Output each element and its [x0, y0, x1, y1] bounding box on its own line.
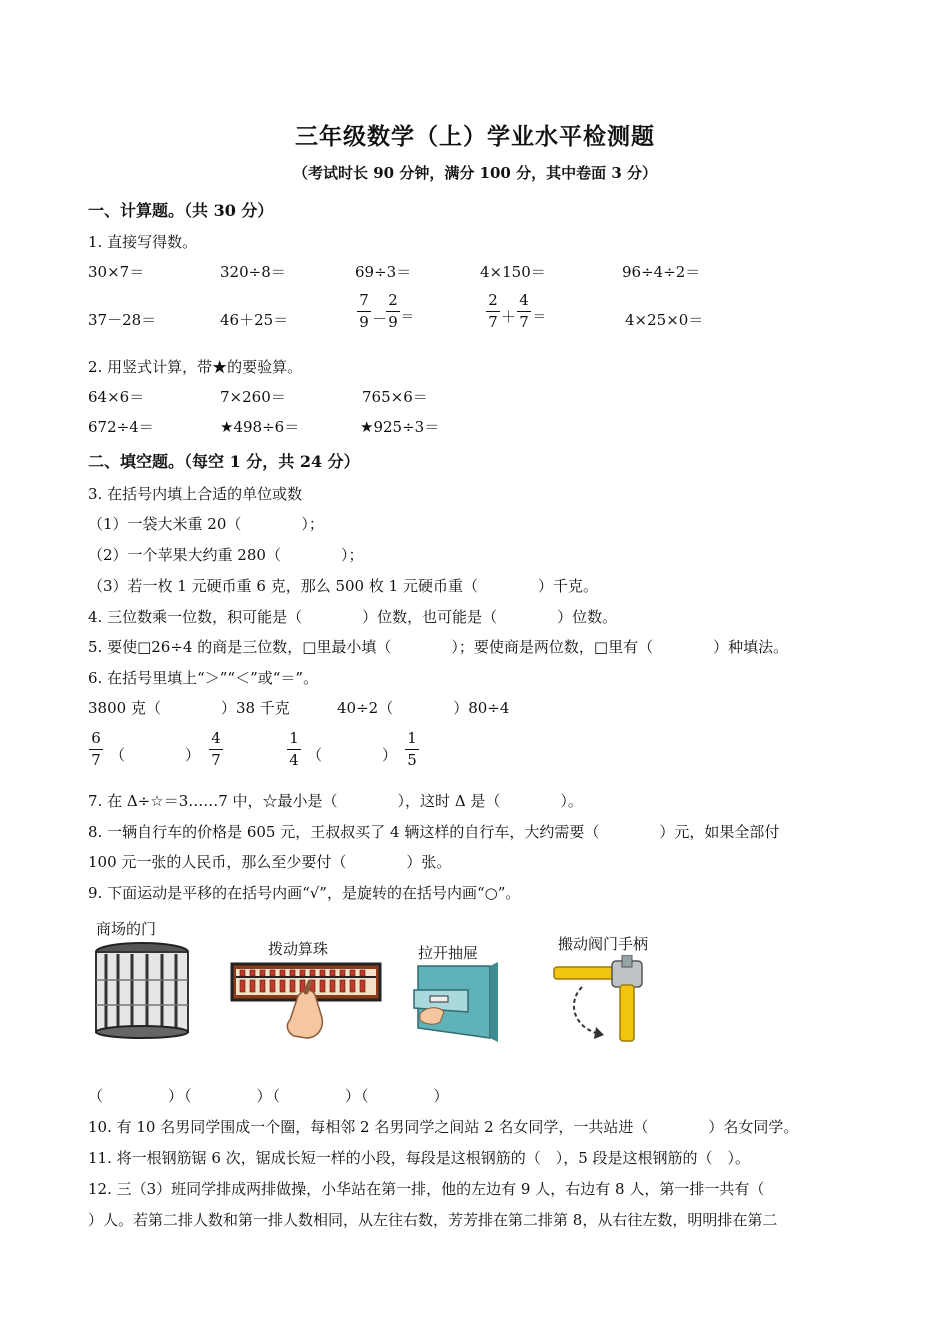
picture-label: 搬动阀门手柄	[558, 935, 649, 953]
question-9: 9. 下面运动是平移的在括号内画“√”，是旋转的在括号内画“○”。	[88, 884, 521, 902]
revolving-door-illustration	[92, 940, 202, 1040]
compare-blank: （ ）	[307, 746, 398, 764]
calc-item: 37－28＝	[88, 311, 157, 329]
calc-item: 30×7＝	[88, 263, 145, 281]
section-2-heading: 二、填空题。（每空 1 分，共 24 分）	[88, 452, 360, 471]
calc-item: ★498÷6＝	[220, 418, 300, 436]
calc-item: 7×260＝	[220, 388, 286, 406]
calc-item: 64×6＝	[88, 388, 145, 406]
calc-item: 4×25×0＝	[625, 311, 704, 329]
fraction: 2 7	[486, 292, 500, 331]
page-title: 三年级数学（上）学业水平检测题	[295, 123, 655, 150]
question-6: 6. 在括号里填上“＞”“＜”或“＝”。	[88, 669, 319, 687]
question-3-part: （1）一袋大米重 20（ ）；	[88, 515, 324, 533]
fraction: 1 4	[287, 730, 301, 769]
question-3: 3. 在括号内填上合适的单位或数	[88, 485, 303, 503]
equals-sign: ＝	[401, 310, 415, 325]
fraction: 1 5	[405, 730, 419, 769]
fraction: 7 9	[357, 292, 371, 331]
question-4: 4. 三位数乘一位数，积可能是（ ）位数，也可能是（ ）位数。	[88, 608, 618, 626]
question-8: 8. 一辆自行车的价格是 605 元，王叔叔买了 4 辆这样的自行车，大约需要（ ）元，如果全部付	[88, 823, 780, 841]
calc-item: 69÷3＝	[355, 263, 412, 281]
question-12: 12. 三（3）班同学排成两排做操，小华站在第一排，他的左边有 9 人，右边有 8 人，第一排一共有（	[88, 1180, 765, 1198]
calc-item: 4×150＝	[480, 263, 546, 281]
section-1-heading: 一、计算题。（共 30 分）	[88, 201, 274, 220]
question-2: 2. 用竖式计算，带★的要验算。	[88, 358, 303, 376]
valve-handle-illustration	[552, 955, 662, 1047]
fraction: 4 7	[209, 730, 223, 769]
question-11: 11. 将一根钢筋锯 6 次，锯成长短一样的小段，每段是这根钢筋的（ ），5 段是这根钢筋的（ ）。	[88, 1149, 751, 1167]
question-12-cont: ）人。若第二排人数和第一排人数相同，从左往右数，芳芳排在第二排第 8，从右往左数，明明排在第二	[88, 1211, 778, 1229]
picture-label: 拉开抽屉	[418, 944, 479, 962]
calc-item: ★925÷3＝	[360, 418, 440, 436]
question-3-part: （3）若一枚 1 元硬币重 6 克，那么 500 枚 1 元硬币重（ ）千克。	[88, 577, 598, 595]
fraction: 6 7	[89, 730, 103, 769]
question-10: 10. 有 10 名男同学围成一个圈，每相邻 2 名男同学之间站 2 名女同学，一共站进（ ）名女同学。	[88, 1118, 799, 1136]
page-subtitle: （考试时长 90 分钟，满分 100 分，其中卷面 3 分）	[293, 164, 657, 182]
compare-blank: （ ）	[110, 746, 201, 764]
operator: ＋	[501, 308, 517, 326]
compare-item: 40÷2（ ）80÷4	[337, 699, 510, 717]
picture-label: 商场的门	[96, 920, 157, 938]
fraction: 4 7	[517, 292, 531, 331]
question-7: 7. 在 Δ÷☆＝3……7 中，☆最小是（ ），这时 Δ 是（ ）。	[88, 792, 583, 810]
picture-label: 拨动算珠	[268, 940, 329, 958]
question-8-cont: 100 元一张的人民币，那么至少要付（ ）张。	[88, 853, 452, 871]
calc-item: 46＋25＝	[220, 311, 289, 329]
question-1: 1. 直接写得数。	[88, 233, 198, 251]
question-3-part: （2）一个苹果大约重 280（ ）；	[88, 546, 364, 564]
calc-item: 765×6＝	[362, 388, 428, 406]
drawer-illustration	[410, 962, 500, 1042]
compare-item: 3800 克（ ）38 千克	[88, 699, 290, 717]
operator: －	[372, 310, 388, 328]
calc-item: 96÷4÷2＝	[622, 263, 701, 281]
fraction: 2 9	[386, 292, 400, 331]
abacus-illustration	[230, 962, 382, 1042]
question-5: 5. 要使□26÷4 的商是三位数，□里最小填（ ）；要使商是两位数，□里有（ ）种填法。	[88, 638, 789, 656]
calc-item: 672÷4＝	[88, 418, 154, 436]
calc-item: 320÷8＝	[220, 263, 286, 281]
equals-sign: ＝	[533, 310, 547, 325]
question-9-answer-blanks: （ ）（ ）（ ）（ ）	[88, 1087, 450, 1105]
